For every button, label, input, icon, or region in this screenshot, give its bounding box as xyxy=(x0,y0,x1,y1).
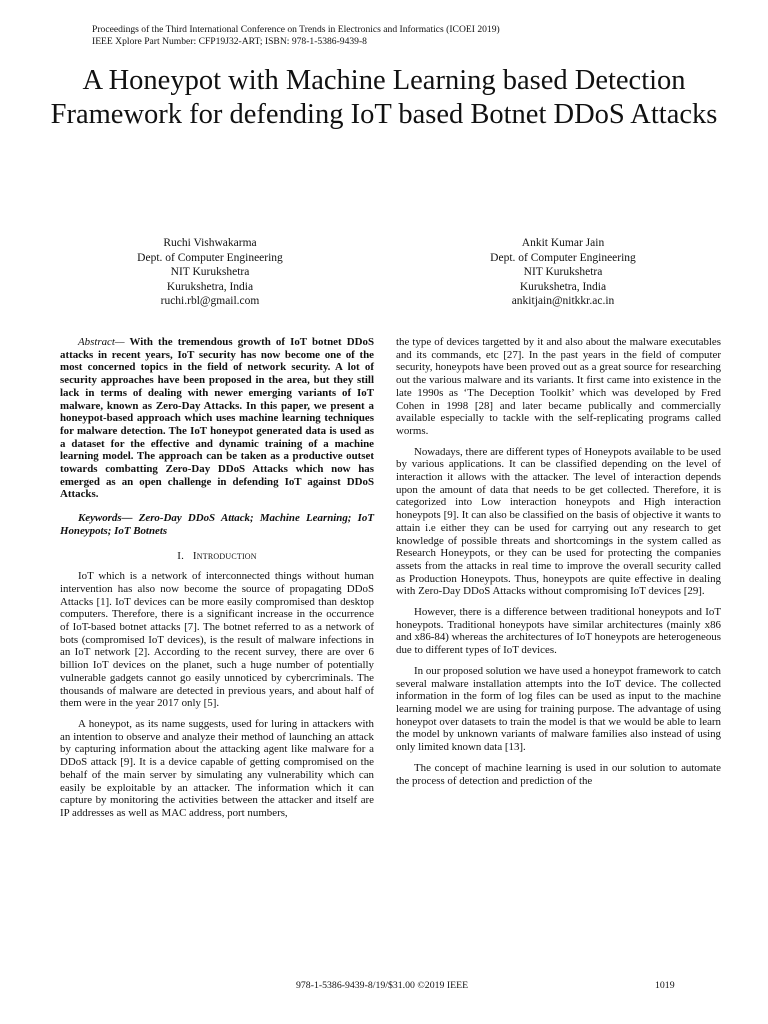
keywords-label: Keywords— xyxy=(78,512,133,525)
proceedings-header-line1: Proceedings of the Third International Conference on Trends in Electronics and Informatics (ICOEI 2019) xyxy=(92,24,500,35)
abstract-label: Abstract— xyxy=(78,336,125,348)
author-email: ankitjain@nitkkr.ac.in xyxy=(511,295,615,307)
author-dept: Dept. of Computer Engineering xyxy=(137,251,283,264)
author-block-2 xyxy=(453,236,673,309)
body-paragraph: However, there is a difference between traditional honeypots and IoT honeypots. Traditional honeypots have similar architectures (mainly x86 and x86-84) whereas the architectures of IoT honeypots are heterogeneous due to different types of IoT devices. xyxy=(396,606,721,657)
author-institution: NIT Kurukshetra xyxy=(170,266,250,278)
body-paragraph: the type of devices targetted by it and also about the malware executables and its commands, etc [27]. In the past years in the field of computer security, honeypots have been proved out as a great source for researching out the various malware and its variants. It first came into existence in the late 1990s as ‘The Deception Toolkit’ which was developed by Fred Cohen in 1998 [28] and later became publically and commercially available especially to tackle with the self-replicating programs called worms. xyxy=(396,336,721,437)
right-column xyxy=(396,336,721,795)
author-block-1 xyxy=(100,236,320,309)
author-name: Ruchi Vishwakarma xyxy=(163,237,257,249)
page-number: 1019 xyxy=(655,980,675,991)
body-paragraph: IoT which is a network of interconnected things without human intervention has also now become the source of propagating DDoS Attacks [1]. IoT devices can be more easily compromised than desktop computers. Therefore, there is a significant increase in the occurrence of IoT-based botnet attacks [7]. The botnet referred to as a network of bots (compromised IoT devices), is the result of malware infections in an IoT network [2]. According to the recent survey, there are over 6 billion IoT devices on the planet, such a huge number of potentially vulnerable gadgets cannot go easily unnoticed by cybercriminals. The thousands of malware are detected in previous years, and about half of them were in the year 2017 only [5]. xyxy=(60,570,374,710)
paper-title: A Honeypot with Machine Learning based Detection Framework for defending IoT based Botnet DDoS Attacks xyxy=(50,65,718,130)
author-email: ruchi.rbl@gmail.com xyxy=(160,295,260,307)
copyright-footer: 978-1-5386-9439-8/19/$31.00 ©2019 IEEE xyxy=(296,980,469,991)
keywords-text: Zero-Day DDoS Attack; Machine Learning; IoT Honeypots; IoT Botnets xyxy=(60,512,374,537)
body-paragraph: Nowadays, there are different types of Honeypots available to be used by various applications. It can be classified depending on the level of interaction it allows with the attacker. The level of interaction depends upon the amount of data that needs to be get collected. Therefore, it is categorized into Low interaction honeypots and High interaction honeypots [9]. It can also be classified on the basis of objective it wants to attain i.e either they can be used for carrying out any research to get knowledge of possible threats and shortcomings in the system called as Research Honeypots, or they can be used for protecting the companies assets from the attacks in real time to improve the overall security called as Production Honeypots. Thus, honeypots are quite effective in dealing with Zero-Day DDoS Attacks without compromising IoT devices [29]. xyxy=(396,445,721,598)
section-title: Introduction xyxy=(192,549,257,562)
author-location: Kurukshetra, India xyxy=(166,280,254,293)
abstract xyxy=(60,336,374,501)
body-paragraph: A honeypot, as its name suggests, used for luring in attackers with an intention to observe and analyze their method of launching an attack by capturing information about the attacking agent like malware for a DDoS attack [9]. It is a device capable of getting compromised on the behalf of the main server by simulating any vulnerability which can easily be exploitable by an attacker. The information which it can capture by monitoring the activities between the attacker and itself are IP addresses as well as MAC address, port numbers, xyxy=(60,717,374,819)
section-number: I. xyxy=(177,549,185,562)
left-column xyxy=(60,336,374,828)
keywords xyxy=(60,512,374,537)
body-paragraph: The concept of machine learning is used in our solution to automate the process of detection and prediction of the xyxy=(396,761,721,787)
body-paragraph: In our proposed solution we have used a honeypot framework to catch several malware installation attempts into the IoT device. The collected information in the form of log files can be used as input to the machine learning model we are using for training purpose. The advantage of using honeypot over datasets to train the model is that we would be able to learn the model by unknown variants of malware families also instead of using only limited known data [13]. xyxy=(396,664,721,754)
author-institution: NIT Kurukshetra xyxy=(523,266,603,278)
author-name: Ankit Kumar Jain xyxy=(521,237,605,249)
proceedings-header-line2: IEEE Xplore Part Number: CFP19J32-ART; ISBN: 978-1-5386-9439-8 xyxy=(92,36,367,47)
section-heading-introduction xyxy=(60,550,374,563)
author-dept: Dept. of Computer Engineering xyxy=(490,251,636,264)
abstract-text: With the tremendous growth of IoT botnet DDoS attacks in recent years, IoT security has now become one of the most concerned topics in the field of network security. A lot of security approaches have been proposed in the area, but they still lack in terms of dealing with newer emerging variants of IoT malware, known as Zero-Day Attacks. In this paper, we present a honeypot-based approach which uses machine learning techniques for malware detection. The IoT honeypot generated data is used as a dataset for the effective and dynamic training of a machine learning model. The approach can be taken as a productive outset towards combatting Zero-Day DDoS Attacks which now has emerged as an open challenge in defending IoT against DDoS Attacks. xyxy=(60,336,374,501)
author-location: Kurukshetra, India xyxy=(519,280,607,293)
